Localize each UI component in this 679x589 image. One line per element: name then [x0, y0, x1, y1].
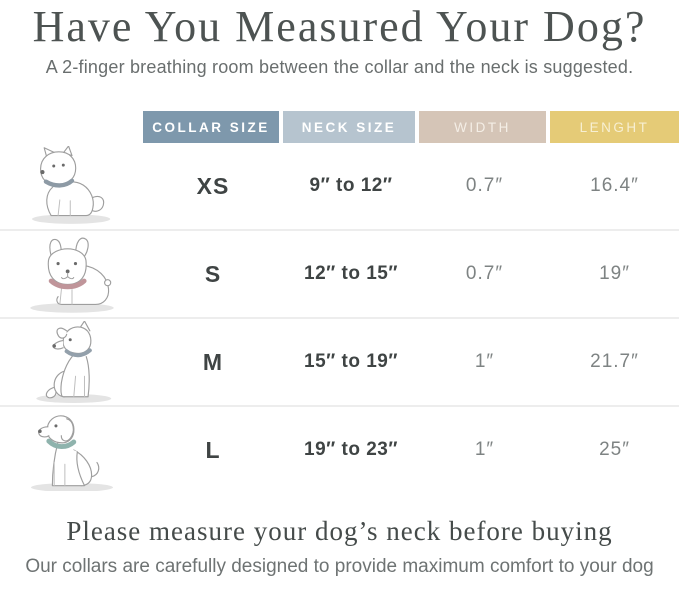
french-bulldog-dog-icon	[0, 231, 143, 317]
table-row-xs	[0, 143, 679, 231]
table-row-m	[0, 319, 679, 407]
footer-subtitle: Our collars are carefully designed to provide maximum comfort to your dog	[25, 556, 654, 577]
length-cell: 16.4″	[590, 175, 639, 196]
footer-title: Please measure your dog’s neck before buying	[66, 516, 613, 546]
column-header-length: LENGHT	[550, 111, 679, 143]
length-cell: 25″	[599, 439, 630, 460]
width-cell: 1″	[474, 351, 495, 372]
neck-size-cell: 19″ to 23″	[304, 439, 398, 460]
length-cell: 19″	[599, 263, 630, 284]
column-header-collar-size: COLLAR SIZE	[143, 111, 279, 143]
westie-dog-icon	[0, 143, 143, 229]
table-body	[0, 143, 679, 493]
page-subtitle: A 2-finger breathing room between the collar and the neck is suggested.	[45, 57, 634, 77]
page-title: Have You Measured Your Dog?	[32, 2, 647, 51]
collar-size-cell: L	[205, 436, 221, 463]
length-cell: 21.7″	[590, 351, 639, 372]
width-cell: 0.7″	[465, 263, 504, 284]
neck-size-cell: 15″ to 19″	[304, 351, 398, 372]
table-row-s	[0, 231, 679, 319]
column-header-width: WIDTH	[419, 111, 546, 143]
table-header-row	[0, 111, 679, 143]
labrador-dog-icon	[0, 407, 143, 493]
column-header-neck-size: NECK SIZE	[283, 111, 415, 143]
collar-size-cell: XS	[196, 172, 230, 199]
collar-size-cell: M	[202, 348, 224, 375]
neck-size-cell: 12″ to 15″	[304, 263, 398, 284]
width-cell: 0.7″	[465, 175, 504, 196]
neck-size-cell: 9″ to 12″	[309, 175, 393, 196]
terrier-mix-dog-icon	[0, 319, 143, 405]
table-row-l	[0, 407, 679, 493]
collar-size-cell: S	[204, 260, 222, 287]
width-cell: 1″	[474, 439, 495, 460]
